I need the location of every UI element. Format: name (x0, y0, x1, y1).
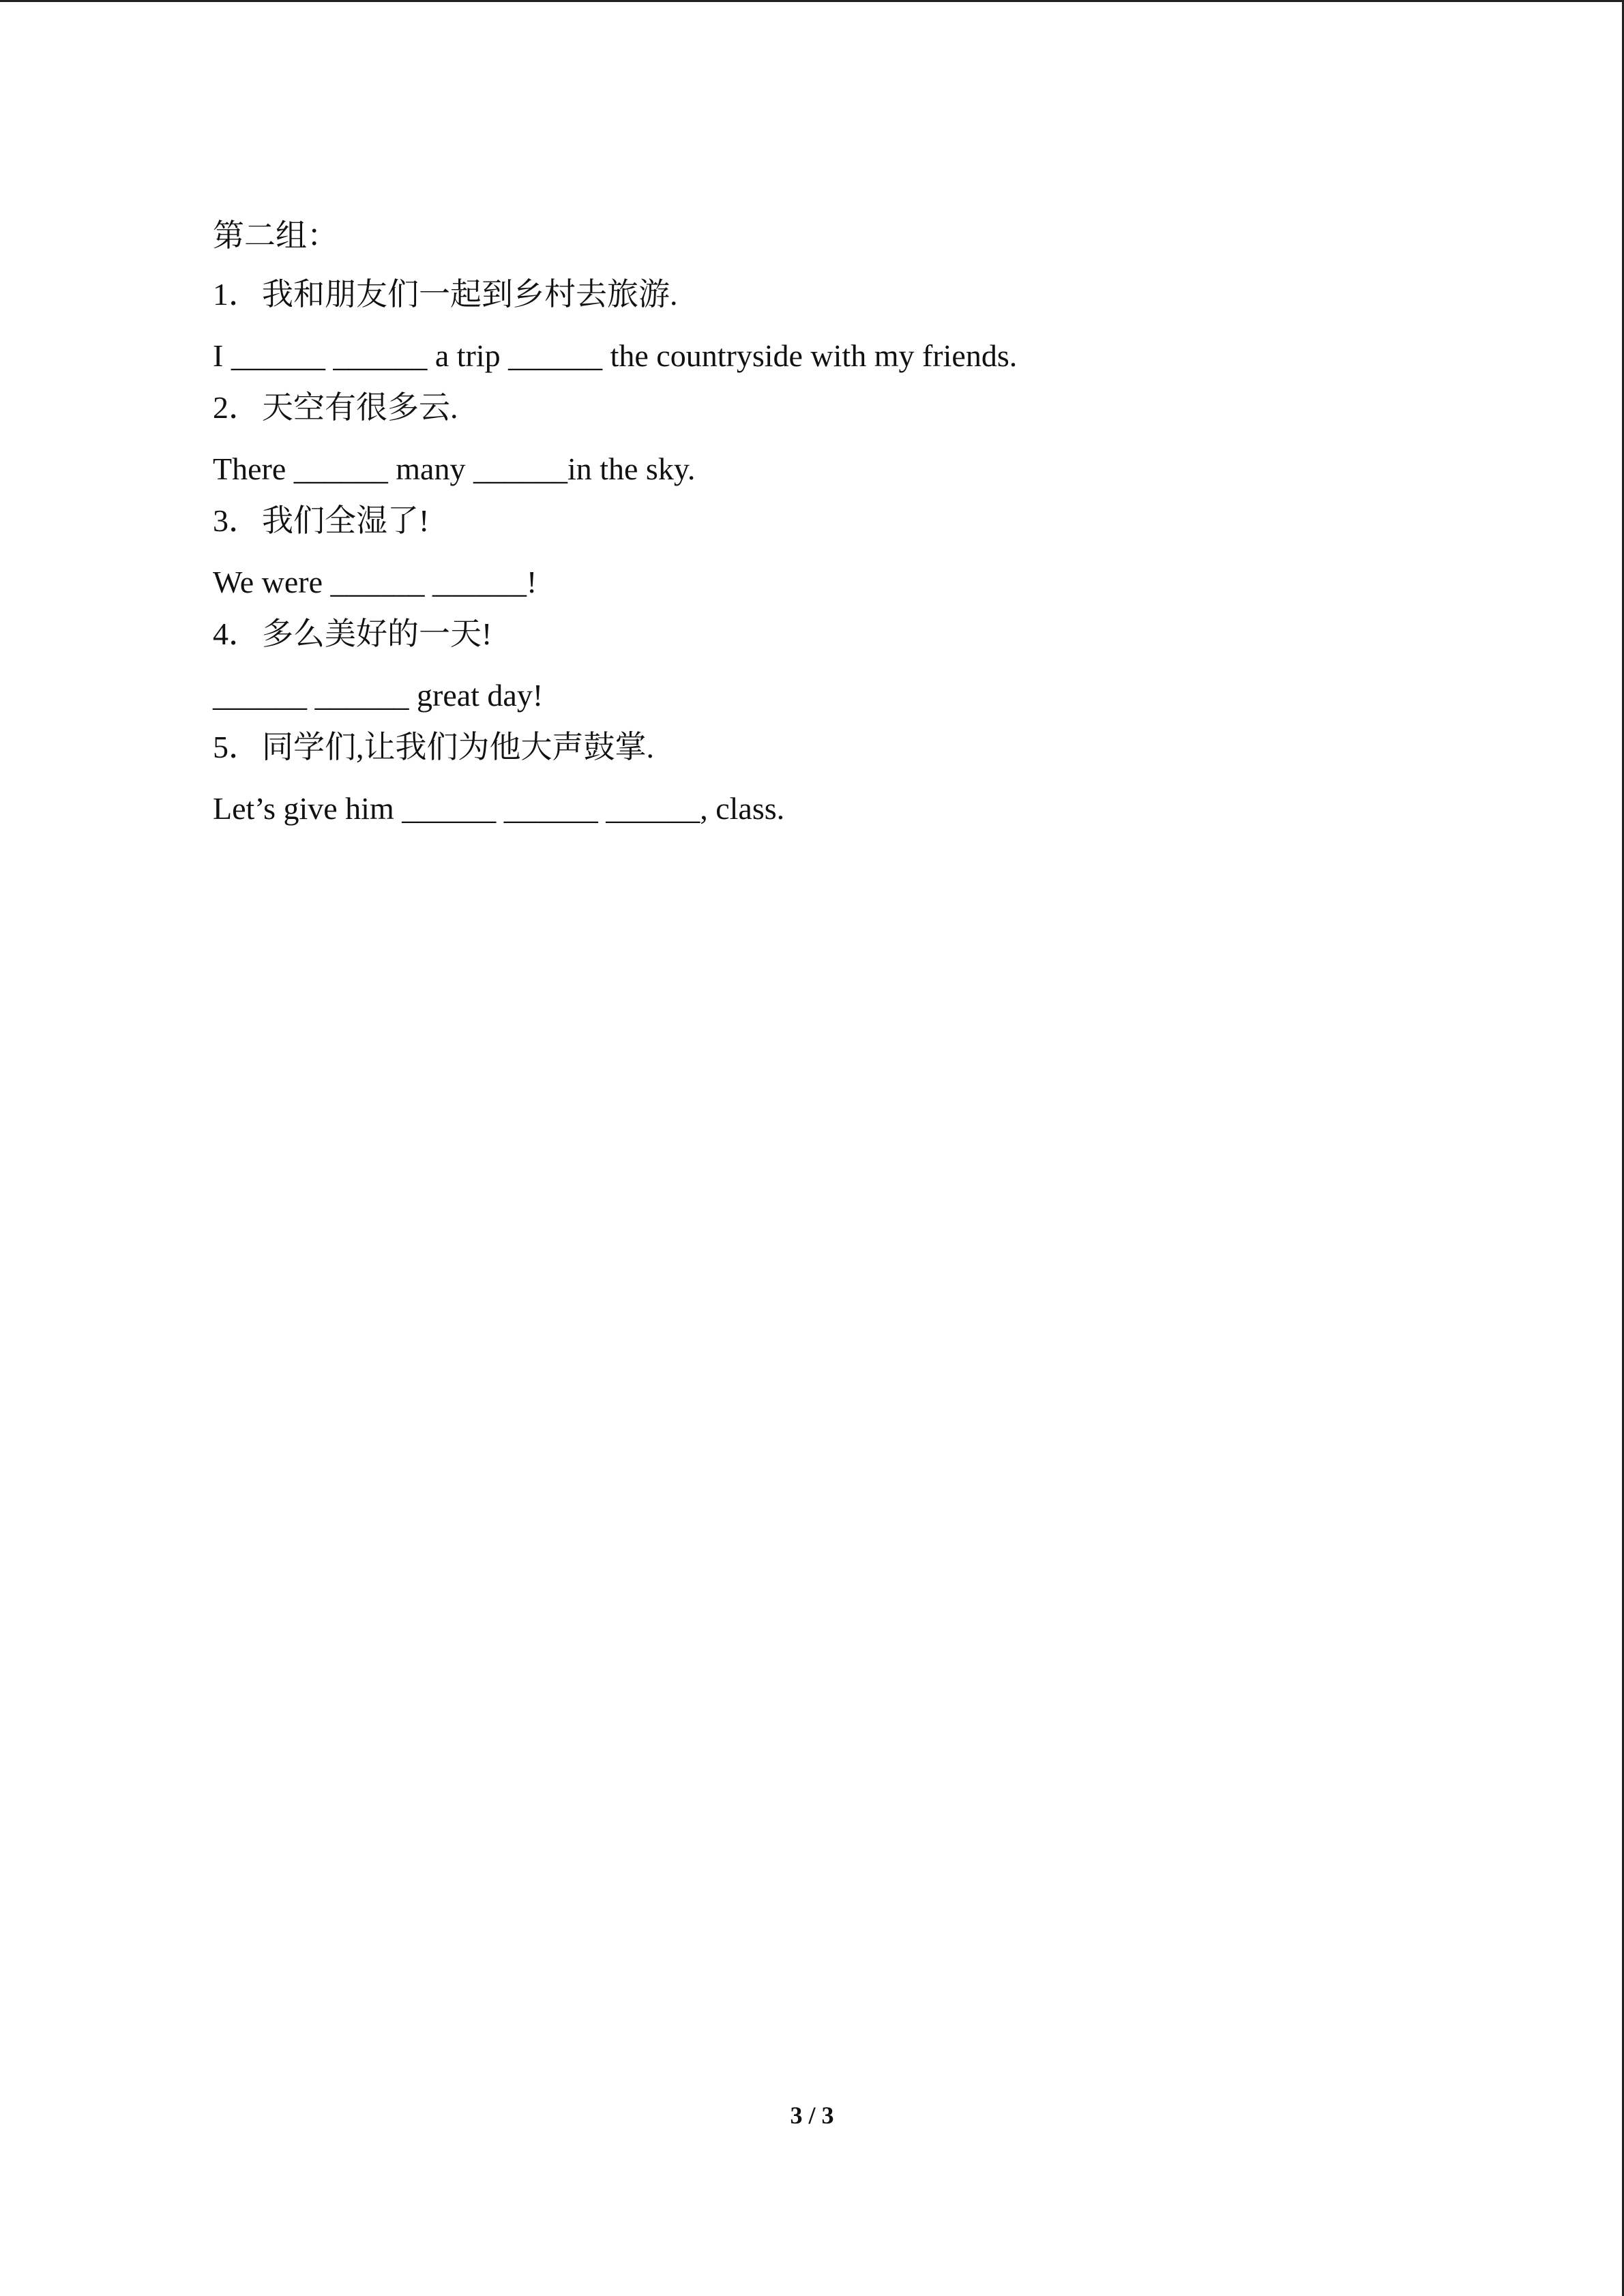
question-2-english: There ______ many ______in the sky. (213, 451, 696, 486)
chinese-prompt: 多么美好的一天! (262, 616, 492, 651)
question-number: 5． (213, 730, 260, 764)
chinese-prompt: 我们全湿了! (262, 503, 430, 538)
page-number: 3 / 3 (790, 2102, 834, 2129)
question-number: 3． (213, 503, 260, 538)
question-5-english: Let’s give him ______ ______ ______, class. (213, 791, 785, 826)
question-4-english: ______ ______ great day! (213, 678, 544, 713)
question-2-chinese (213, 389, 1509, 427)
question-number: 1． (213, 277, 260, 312)
question-3-english: We were ______ ______! (213, 565, 537, 599)
chinese-prompt: 天空有很多云. (262, 390, 458, 425)
question-1-english: I ______ ______ a trip ______ the countryside with my friends. (213, 338, 1018, 373)
chinese-prompt: 同学们,让我们为他大声鼓掌. (262, 730, 654, 764)
question-1-chinese (213, 275, 1509, 314)
question-5-chinese (213, 728, 1509, 766)
chinese-prompt: 我和朋友们一起到乡村去旅游. (262, 277, 678, 312)
section-title: 第二组： (213, 218, 338, 253)
question-3-chinese (213, 502, 1509, 540)
question-4-chinese (213, 615, 1509, 653)
exercise-content (213, 217, 1509, 841)
question-number: 4． (213, 616, 260, 651)
question-number: 2． (213, 390, 260, 425)
